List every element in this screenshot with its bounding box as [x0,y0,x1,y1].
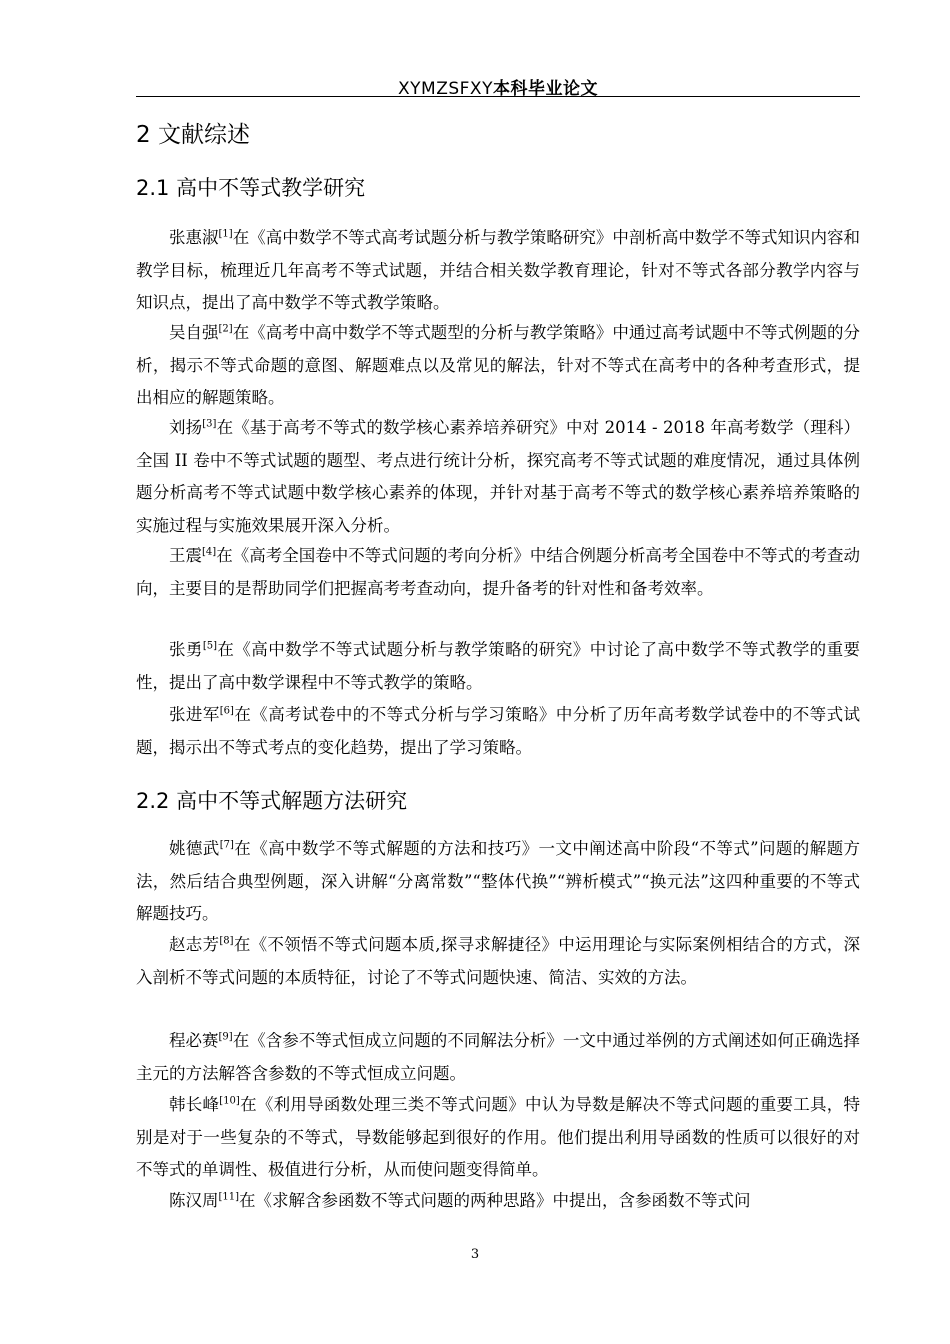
citation-ref: [3] [202,418,217,430]
paragraph-text: 在《高中数学不等式解题的方法和技巧》一文中阐述高中阶段“不等式”问题的解题方法，然后结合典型例题，深入讲解“分离常数”“整体代换”“辨析模式”“换元法”这四种重要的不等式解题技巧。 [136,839,861,924]
paragraph-text: 在《高考试卷中的不等式分析与学习策略》中分析了历年高考数学试卷中的不等式试题，揭示出不等式考点的变化趋势，提出了学习策略。 [136,705,861,757]
paragraph [136,222,860,320]
header-rule [136,96,860,97]
paragraph [136,540,860,605]
author: 王震 [169,546,203,565]
citation-ref: [1] [218,228,233,240]
paragraph [136,833,860,931]
page-number: 3 [470,1247,480,1262]
paragraph [136,1089,860,1187]
citation-ref: [6] [219,705,234,717]
section-title: 2.1 高中不等式教学研究 [136,176,366,200]
author: 张进军 [169,705,220,724]
header-latin: XYMZSFXY [398,79,493,99]
author: 刘扬 [169,418,203,437]
author: 张惠淑 [169,228,219,247]
author: 陈汉周 [169,1191,219,1210]
citation-ref: [5] [202,640,218,652]
paragraph [136,1185,860,1218]
citation-ref: [7] [219,839,234,851]
author: 程必赛 [169,1031,219,1050]
citation-ref: [2] [218,323,233,335]
header-chinese: 本科毕业论文 [492,79,598,99]
paragraph-text: 在《利用导函数处理三类不等式问题》中认为导数是解决不等式问题的重要工具，特别是对于一些复杂的不等式，导数能够起到很好的作用。他们提出利用导函数的性质可以很好的对不等式的单调性、极值进行分析，从而使问题变得简单。 [136,1095,861,1180]
paragraph [136,634,860,699]
citation-ref: [11] [218,1191,240,1203]
author: 姚德武 [169,839,220,858]
author: 张勇 [169,640,203,659]
paragraph-text: 在《基于高考不等式的数学核心素养培养研究》中对 2014 - 2018 年高考数学（理科）全国 II 卷中不等式试题的题型、考点进行统计分析，探究高考不等式试题的难度情况，通过具体例题分析高考不等式试题中数学核心素养的体现，并针对基于高考不等式的数学核心素养培养策略的实施过程与实施效果展开深入分析。 [136,418,860,535]
citation-ref: [4] [202,546,217,558]
paragraph-text: 在《不领悟不等式问题本质,探寻求解捷径》中运用理论与实际案例相结合的方式，深入剖析不等式问题的本质特征，讨论了不等式问题快速、简洁、实效的方法。 [136,935,861,987]
paragraph [136,317,860,415]
paragraph-text: 在《高中数学不等式高考试题分析与教学策略研究》中剖析高中数学不等式知识内容和教学目标，梳理近几年高考不等式试题，并结合相关数学教育理论，针对不等式各部分教学内容与知识点，提出了高中数学不等式教学策略。 [136,228,861,313]
paragraph [136,699,860,764]
citation-ref: [10] [219,1095,240,1107]
citation-ref: [9] [218,1031,233,1043]
paragraph [136,412,860,542]
paragraph [136,1025,860,1090]
paragraph-text: 在《高考中高中数学不等式题型的分析与教学策略》中通过高考试题中不等式例题的分析，揭示不等式命题的意图、解题难点以及常见的解法，针对不等式在高考中的各种考查形式，提出相应的解题策略。 [136,323,861,408]
author: 赵志芳 [169,935,220,954]
paragraph-text: 在《高考全国卷中不等式问题的考向分析》中结合例题分析高考全国卷中不等式的考查动向，主要目的是帮助同学们把握高考考查动向，提升备考的针对性和备考效率。 [136,546,861,598]
author: 韩长峰 [169,1095,220,1114]
running-header [136,74,860,98]
author: 吴自强 [169,323,219,342]
paragraph-text: 在《高中数学不等式试题分析与教学策略的研究》中讨论了高中数学不等式教学的重要性，提出了高中数学课程中不等式教学的策略。 [136,640,861,692]
paragraph-text: 在《求解含参函数不等式问题的两种思路》中提出，含参函数不等式问 [239,1191,751,1210]
citation-ref: [8] [219,935,234,947]
section-title: 2.2 高中不等式解题方法研究 [136,789,408,813]
chapter-title: 2 文献综述 [136,122,250,148]
paragraph [136,929,860,994]
paragraph-text: 在《含参不等式恒成立问题的不同解法分析》一文中通过举例的方式阐述如何正确选择主元的方法解答含参数的不等式恒成立问题。 [136,1031,861,1083]
